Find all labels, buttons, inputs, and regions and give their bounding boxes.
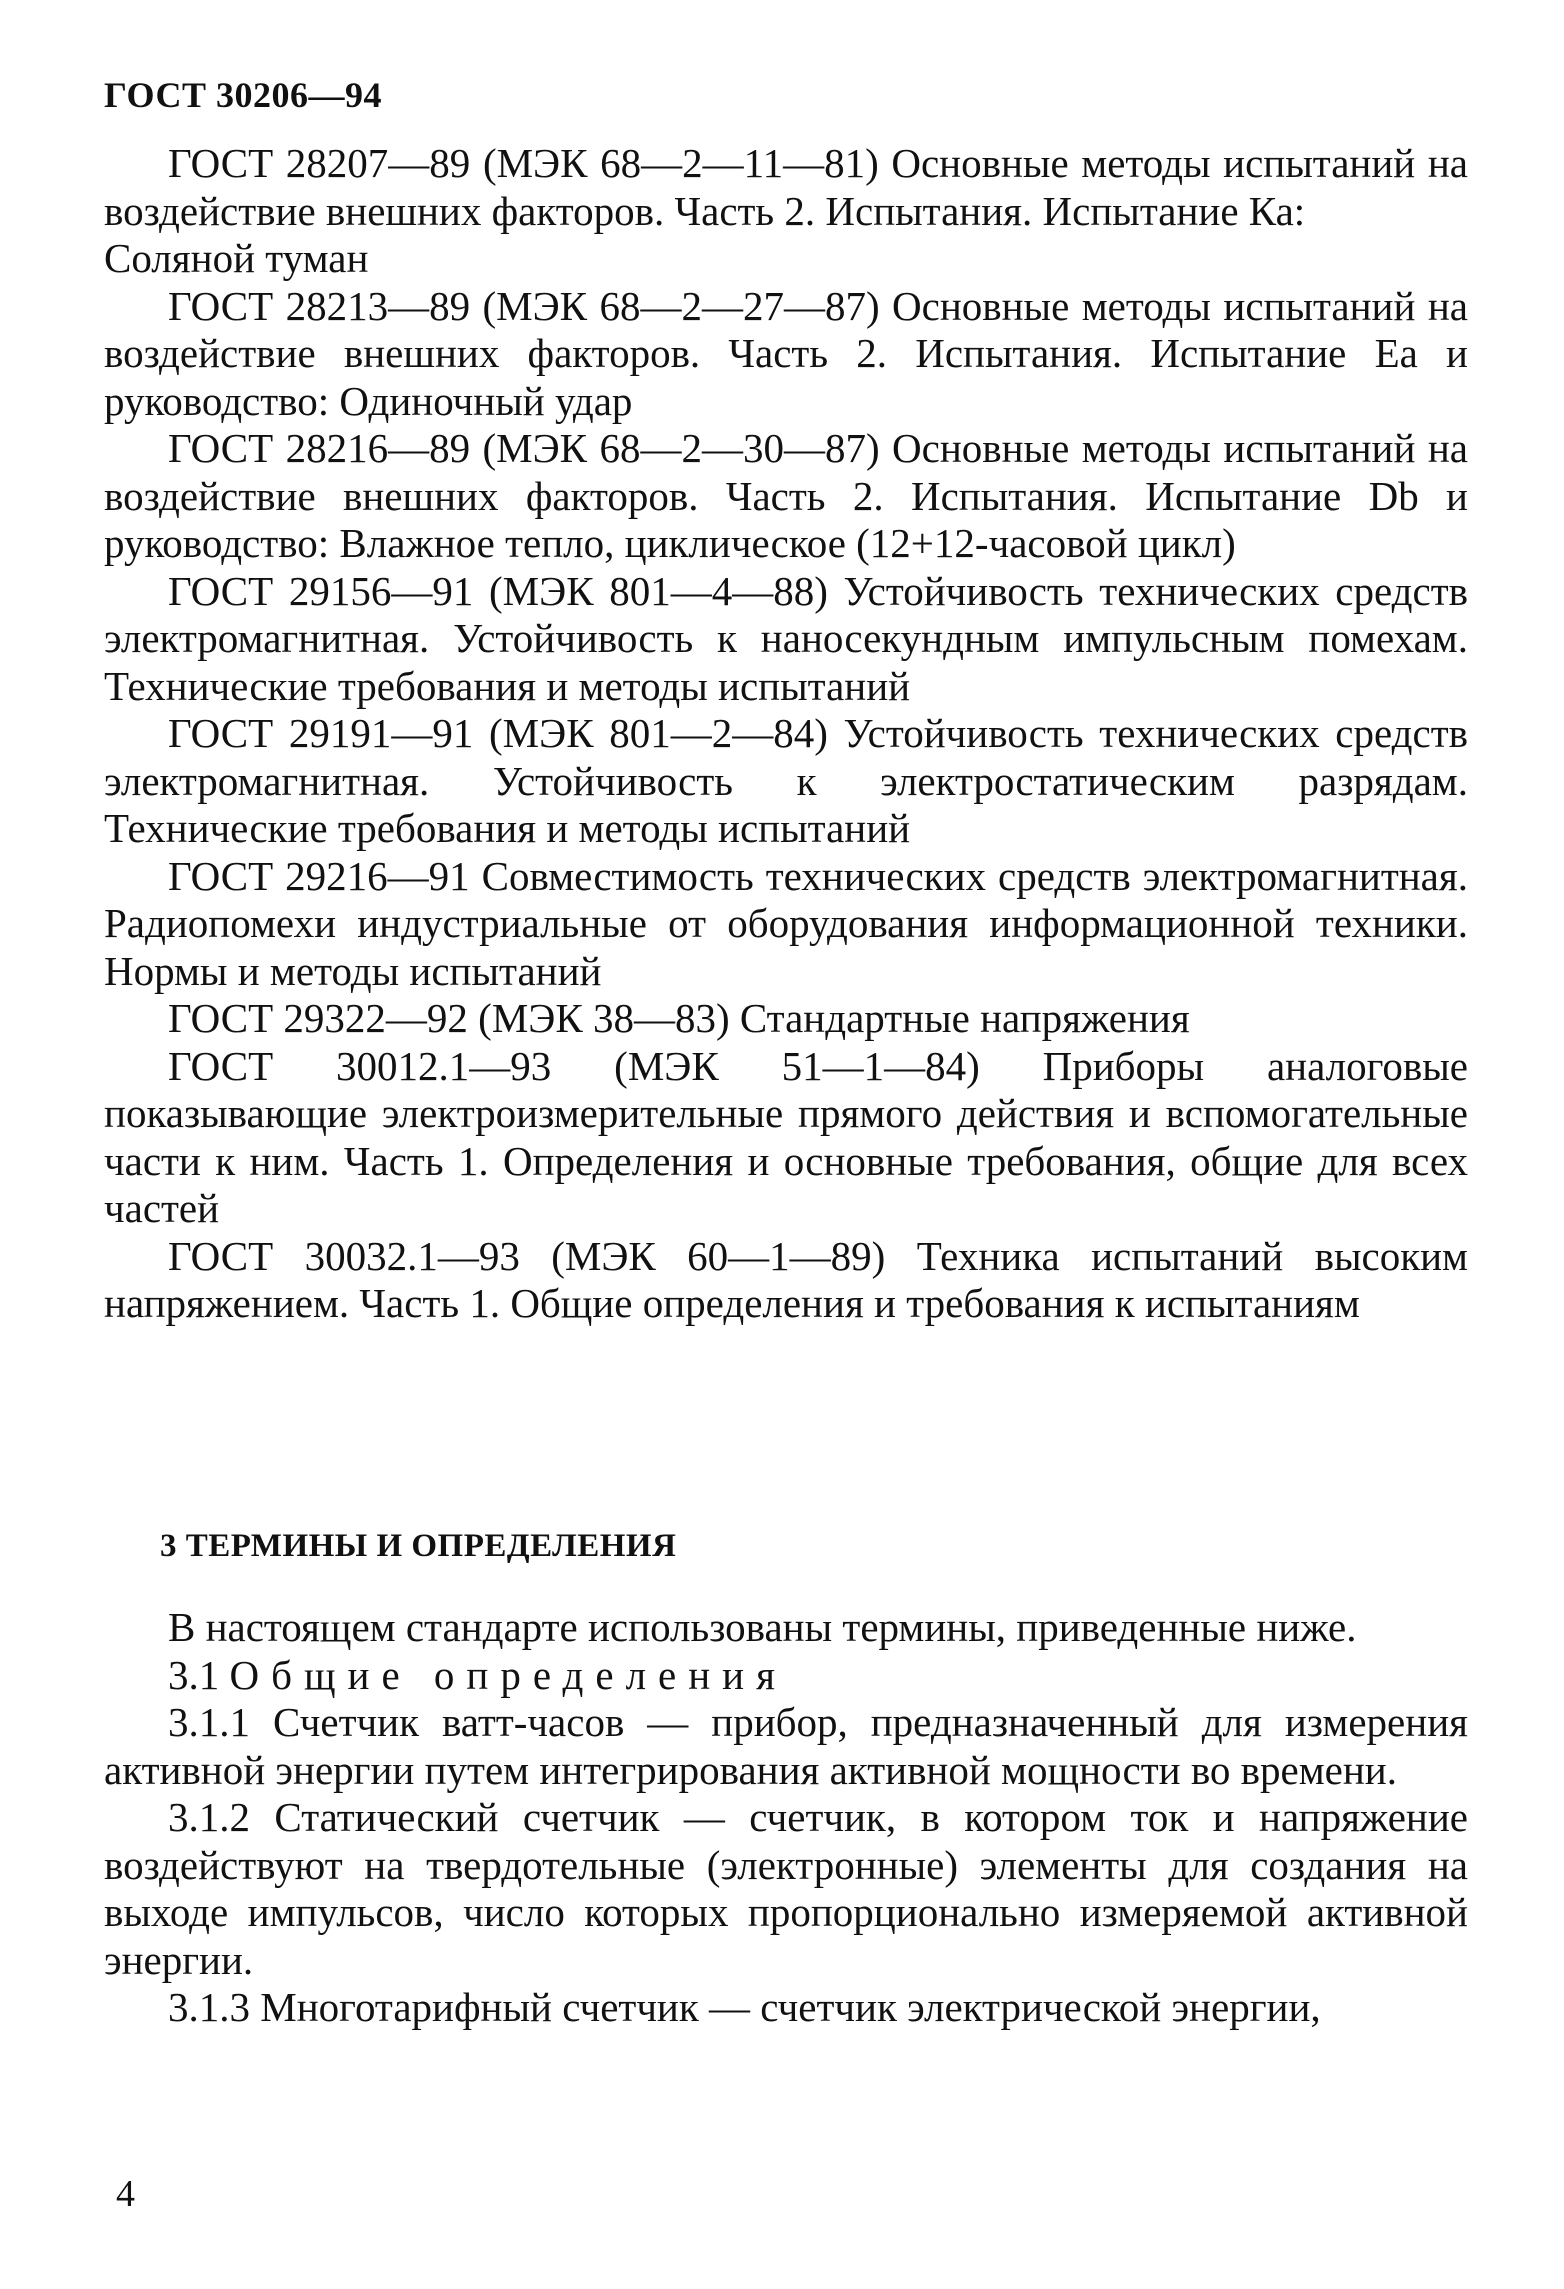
normative-references-list (104, 140, 1468, 1328)
definition-item: 3.1.2 Статический счетчик — счетчик, в котором ток и напряжение воздействуют на твердотельные (электронные) элементы для создания на выходе импульсов, число которых пропорционально измеряемой активной энергии. (104, 1794, 1468, 1983)
reference-item: ГОСТ 28207—89 (МЭК 68—2—11—81) Основные методы испытаний на воздействие внешних факторов. Часть 2. Испытания. Испытание Ка: (104, 140, 1468, 234)
definition-item: 3.1.3 Многотарифный счетчик — счетчик электрической энергии, (168, 1984, 1321, 2030)
section-title: 3 ТЕРМИНЫ И ОПРЕДЕЛЕНИЯ (160, 1528, 677, 1564)
reference-item: ГОСТ 28213—89 (МЭК 68—2—27—87) Основные методы испытаний на воздействие внешних факторов. Часть 2. Испытания. Испытание Еа и руководство: Одиночный удар (104, 282, 1468, 424)
section-intro: В настоящем стандарте использованы термины, приведенные ниже. (168, 1604, 1357, 1650)
reference-item: ГОСТ 29322—92 (МЭК 38—83) Стандартные напряжения (168, 995, 1190, 1041)
subsection-number: 3.1 (168, 1651, 220, 1698)
definitions-section (104, 1604, 1468, 2032)
reference-item: ГОСТ 30012.1—93 (МЭК 51—1—84) Приборы аналоговые показывающие электроизмерительные прямого действия и вспомогательные части к ним. Часть 1. Определения и основные требования, общие для всех частей (104, 1042, 1468, 1231)
page-number: 4 (116, 2173, 135, 2215)
reference-item: ГОСТ 29216—91 Совместимость технических средств электромагнитная. Радиопомехи индустриальные от оборудования информационной техники. Нормы и методы испытаний (104, 852, 1468, 994)
reference-item: ГОСТ 30032.1—93 (МЭК 60—1—89) Техника испытаний высоким напряжением. Часть 1. Общие определения и требования к испытаниям (104, 1232, 1468, 1326)
reference-item: ГОСТ 28216—89 (МЭК 68—2—30—87) Основные методы испытаний на воздействие внешних факторов. Часть 2. Испытания. Испытание Db и руководство: Влажное тепло, циклическое (12+12-часовой цикл) (104, 425, 1468, 566)
reference-item: ГОСТ 29191—91 (МЭК 801—2—84) Устойчивость технических средств электромагнитная. Устойчивость к электростатическим разрядам. Технические требования и методы испытаний (104, 710, 1468, 851)
reference-item-continuation: Соляной туман (104, 235, 369, 281)
subsection-heading (104, 1652, 1468, 1700)
reference-item: ГОСТ 29156—91 (МЭК 801—4—88) Устойчивость технических средств электромагнитная. Устойчивость к наносекундным импульсным помехам. Технические требования и методы испытаний (104, 567, 1468, 709)
document-code-header: ГОСТ 30206—94 (104, 75, 382, 115)
definition-item: 3.1.1 Счетчик ватт-часов — прибор, предназначенный для измерения активной энергии путем интегрирования активной мощности во времени. (104, 1699, 1468, 1793)
subsection-title: Общие определения (229, 1651, 787, 1698)
